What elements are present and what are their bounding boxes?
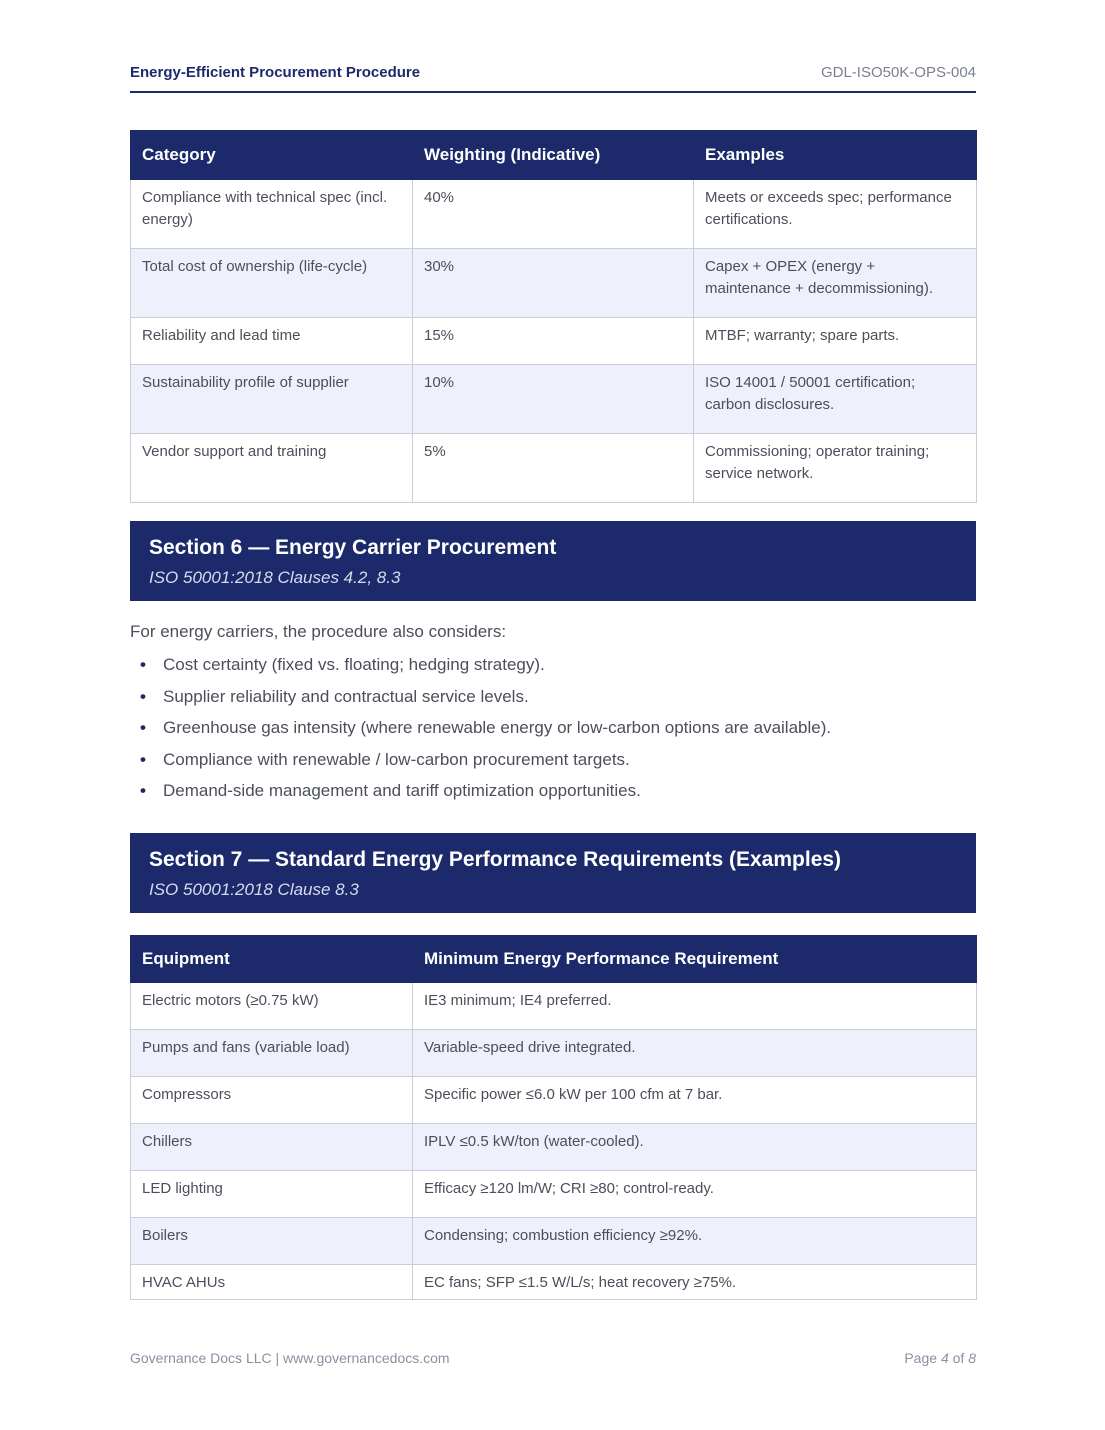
section-intro-text: For energy carriers, the procedure also considers: xyxy=(130,622,507,641)
page-of-label: of xyxy=(952,1350,965,1366)
cell-weighting: 10% xyxy=(413,365,694,434)
cell-weighting: 5% xyxy=(413,434,694,503)
cell-equipment: Compressors xyxy=(131,1077,413,1124)
list-item-text: Cost certainty (fixed vs. floating; hedging strategy). xyxy=(163,655,545,674)
section-subtitle: ISO 50001:2018 Clause 8.3 xyxy=(149,880,359,899)
table-row xyxy=(131,180,977,249)
cell-equipment: Boilers xyxy=(131,1218,413,1265)
list-item xyxy=(130,781,831,813)
document-code: GDL-ISO50K-OPS-004 xyxy=(820,64,976,81)
table-row xyxy=(131,1077,977,1124)
list-item xyxy=(130,718,831,750)
cell-examples: ISO 14001 / 50001 certification; carbon disclosures. xyxy=(694,365,977,434)
table-row xyxy=(131,1171,977,1218)
cell-category: Reliability and lead time xyxy=(131,318,413,365)
list-item-text: Demand-side management and tariff optimization opportunities. xyxy=(163,781,641,800)
list-item-text: Supplier reliability and contractual service levels. xyxy=(163,686,529,706)
table-row xyxy=(131,365,977,434)
page-total: 8 xyxy=(968,1350,976,1366)
cell-requirement: EC fans; SFP ≤1.5 W/L/s; heat recovery ≥75%. xyxy=(413,1265,977,1300)
section-7-banner xyxy=(130,833,976,913)
table-row xyxy=(131,1265,977,1300)
cell-weighting: 40% xyxy=(413,180,694,249)
cell-requirement: IE3 minimum; IE4 preferred. xyxy=(413,983,977,1030)
column-header-examples: Examples xyxy=(694,131,977,180)
cell-equipment: Electric motors (≥0.75 kW) xyxy=(131,983,413,1030)
cell-equipment: Chillers xyxy=(131,1124,413,1171)
cell-examples: Capex + OPEX (energy + maintenance + decommissioning). xyxy=(694,249,977,318)
performance-requirements-table xyxy=(130,935,977,1300)
table-row xyxy=(131,1218,977,1265)
cell-weighting: 30% xyxy=(413,249,694,318)
page-footer xyxy=(130,1350,976,1370)
bullet-icon: • xyxy=(140,686,146,706)
cell-category: Sustainability profile of supplier xyxy=(131,365,413,434)
cell-requirement: IPLV ≤0.5 kW/ton (water-cooled). xyxy=(413,1124,977,1171)
footer-company: Governance Docs LLC | www.governancedocs.com xyxy=(130,1350,450,1366)
list-item xyxy=(130,750,831,782)
column-header-requirement: Minimum Energy Performance Requirement xyxy=(413,936,977,983)
section-title: Section 6 — Energy Carrier Procurement xyxy=(149,536,557,559)
table-row xyxy=(131,983,977,1030)
cell-requirement: Efficacy ≥120 lm/W; CRI ≥80; control-ready. xyxy=(413,1171,977,1218)
table-row xyxy=(131,1030,977,1077)
bullet-icon: • xyxy=(140,655,146,674)
section-title: Section 7 — Standard Energy Performance Requirements (Examples) xyxy=(149,848,842,871)
evaluation-criteria-table xyxy=(130,130,977,503)
document-title: Energy-Efficient Procurement Procedure xyxy=(130,64,421,81)
list-item xyxy=(130,655,831,687)
bullet-icon: • xyxy=(140,781,146,800)
list-item-text: Compliance with renewable / low-carbon procurement targets. xyxy=(163,749,630,769)
cell-weighting: 15% xyxy=(413,318,694,365)
cell-requirement: Condensing; combustion efficiency ≥92%. xyxy=(413,1218,977,1265)
list-item-text: Greenhouse gas intensity (where renewable energy or low-carbon options are available). xyxy=(163,718,832,737)
column-header-category: Category xyxy=(131,131,413,180)
table-row xyxy=(131,434,977,503)
table-row xyxy=(131,249,977,318)
cell-category: Compliance with technical spec (incl. energy) xyxy=(131,180,413,249)
cell-examples: MTBF; warranty; spare parts. xyxy=(694,318,977,365)
considerations-list xyxy=(130,655,831,813)
cell-equipment: HVAC AHUs xyxy=(131,1265,413,1300)
bullet-icon: • xyxy=(140,718,146,737)
list-item xyxy=(130,687,831,719)
cell-category: Vendor support and training xyxy=(131,434,413,503)
table-row xyxy=(131,1124,977,1171)
section-subtitle: ISO 50001:2018 Clauses 4.2, 8.3 xyxy=(149,568,401,587)
table-header-row xyxy=(131,936,977,983)
cell-requirement: Variable-speed drive integrated. xyxy=(413,1030,977,1077)
page-number xyxy=(904,1350,976,1366)
page-header xyxy=(130,64,976,93)
page-label: Page xyxy=(904,1350,938,1366)
table-row xyxy=(131,318,977,365)
cell-equipment: Pumps and fans (variable load) xyxy=(131,1030,413,1077)
bullet-icon: • xyxy=(140,749,146,769)
cell-examples: Meets or exceeds spec; performance certifications. xyxy=(694,180,977,249)
page-current: 4 xyxy=(940,1350,949,1366)
table-header-row xyxy=(131,131,977,180)
cell-requirement: Specific power ≤6.0 kW per 100 cfm at 7 bar. xyxy=(413,1077,977,1124)
cell-examples: Commissioning; operator training; service network. xyxy=(694,434,977,503)
column-header-weighting: Weighting (Indicative) xyxy=(413,131,694,180)
cell-category: Total cost of ownership (life-cycle) xyxy=(131,249,413,318)
column-header-equipment: Equipment xyxy=(131,936,413,983)
section-6-banner xyxy=(130,521,976,601)
cell-equipment: LED lighting xyxy=(131,1171,413,1218)
